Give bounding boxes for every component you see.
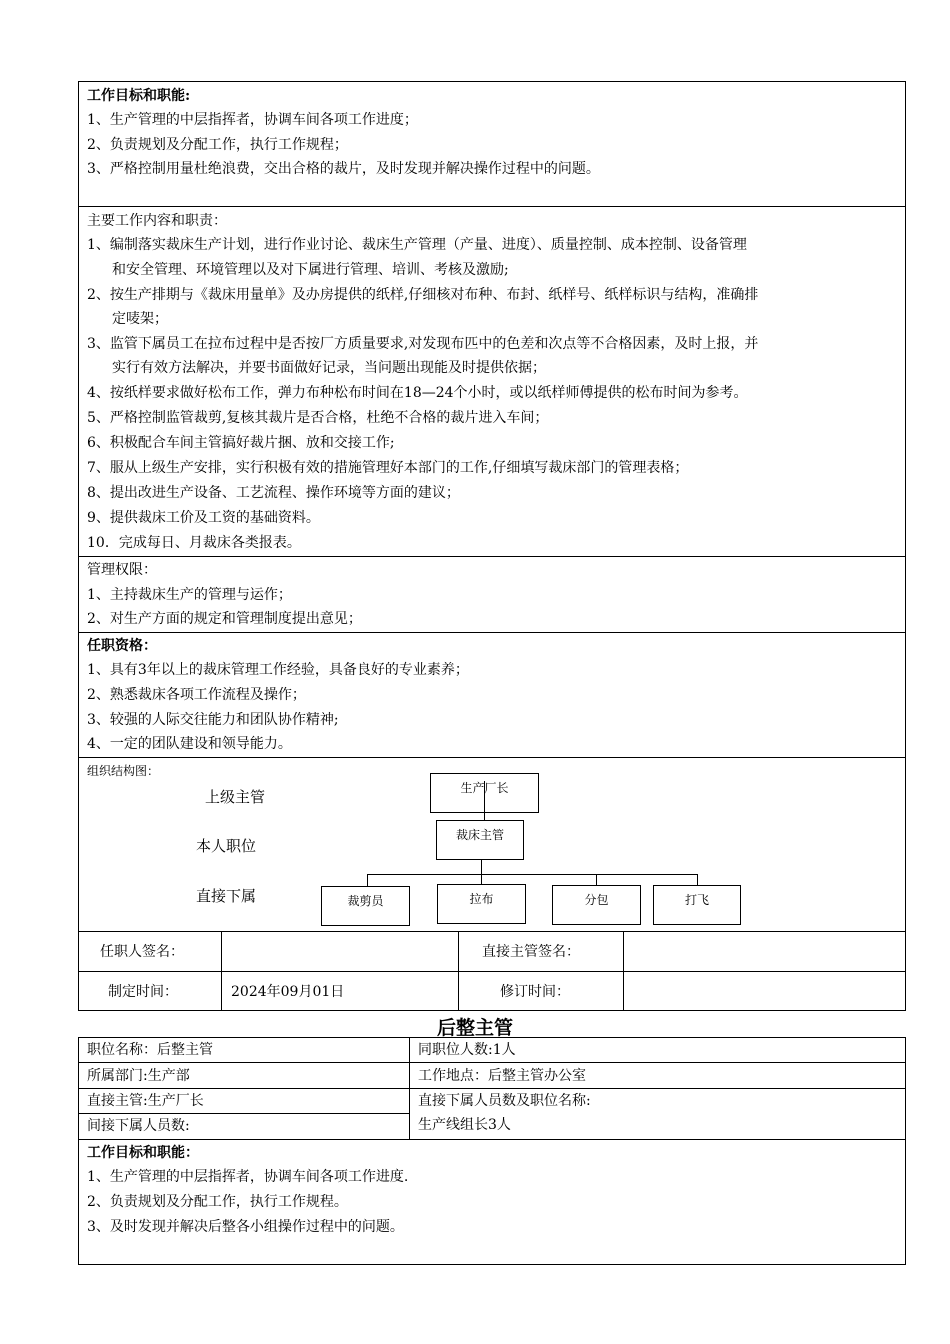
org-box-text: 分包 xyxy=(584,893,609,907)
direct-subordinates-value: 生产线组长3人 xyxy=(418,1117,511,1133)
divider xyxy=(78,206,906,207)
goal-item: 2、负责规划及分配工作，执行工作规程。 xyxy=(87,1194,348,1210)
duty-line: 2、按生产排期与《裁床用量单》及办房提供的纸样,仔细核对布种、布封、纸样号、纸样标识与结构，准确排 xyxy=(87,287,759,303)
duty-line: 实行有效方法解决，并要书面做好记录，当问题出现能及时提供依据； xyxy=(112,360,546,376)
org-box-text: 裁剪员 xyxy=(347,894,384,908)
duty-line: 6、积极配合车间主管搞好裁片捆、放和交接工作; xyxy=(87,435,395,451)
duty-line: 8、提出改进生产设备、工艺流程、操作环境等方面的建议； xyxy=(87,485,460,501)
divider xyxy=(78,757,906,758)
divider xyxy=(221,931,222,1011)
org-box-self xyxy=(436,820,524,860)
duty-line: 和安全管理、环境管理以及对下属进行管理、培训、考核及激励; xyxy=(112,262,509,278)
authority-item: 2、对生产方面的规定和管理制度提出意见； xyxy=(87,611,362,627)
org-box-text: 生产厂长 xyxy=(460,781,509,795)
divider xyxy=(78,931,906,932)
divider xyxy=(78,971,906,972)
qualification-item: 4、一定的团队建设和领导能力。 xyxy=(87,736,292,752)
duty-line: 9、提供裁床工价及工资的基础资料。 xyxy=(87,510,320,526)
indirect-subordinates: 间接下属人员数: xyxy=(87,1118,190,1134)
org-box-subordinate xyxy=(552,885,641,925)
page-title: 后整主管 xyxy=(436,1017,513,1039)
made-date-label: 制定时间： xyxy=(108,984,178,1000)
divider xyxy=(78,1139,906,1140)
goals-heading: 工作目标和职能： xyxy=(87,1145,199,1161)
department: 所属部门:生产部 xyxy=(87,1068,190,1084)
authority-heading: 管理权限： xyxy=(87,562,157,578)
org-label-subordinates: 直接下属 xyxy=(196,887,257,905)
supervisor-signature-label: 直接主管签名： xyxy=(482,944,580,960)
divider xyxy=(78,1113,409,1114)
holder-signature-label: 任职人签名： xyxy=(100,944,184,960)
divider xyxy=(78,556,906,557)
duty-line: 3、监管下属员工在拉布过程中是否按厂方质量要求,对发现布匹中的色差和次点等不合格因素，及时上报，并 xyxy=(87,336,759,352)
revised-date-label: 修订时间： xyxy=(500,984,570,1000)
authority-item: 1、主持裁床生产的管理与运作； xyxy=(87,587,292,603)
qualification-item: 3、较强的人际交往能力和团队协作精神; xyxy=(87,712,339,728)
duty-line: 定唛架； xyxy=(112,311,168,327)
org-box-subordinate xyxy=(437,884,526,924)
goals-heading: 工作目标和职能: xyxy=(87,88,191,104)
org-box-subordinate xyxy=(653,885,741,925)
org-box-subordinate xyxy=(321,886,410,926)
goal-item: 2、负责规划及分配工作，执行工作规程； xyxy=(87,137,348,153)
divider xyxy=(623,931,624,1011)
work-location: 工作地点：后整主管办公室 xyxy=(418,1068,586,1084)
qualification-item: 2、熟悉裁床各项工作流程及操作； xyxy=(87,687,306,703)
divider xyxy=(78,632,906,633)
org-connector xyxy=(367,874,368,886)
org-connector xyxy=(484,781,485,821)
duty-line: 1、编制落实裁床生产计划，进行作业讨论、裁床生产管理（产量、进度）、质量控制、成本控制、设备管理 xyxy=(87,237,747,253)
divider xyxy=(78,1088,906,1089)
duty-line: 10．完成每日、月裁床各类报表。 xyxy=(87,535,301,551)
direct-supervisor: 直接主管:生产厂长 xyxy=(87,1093,204,1109)
duty-line: 7、服从上级生产安排，实行积极有效的措施管理好本部门的工作,仔细填写裁床部门的管理表格； xyxy=(87,460,689,476)
org-label-self: 本人职位 xyxy=(196,837,257,855)
goal-item: 1、生产管理的中层指挥者，协调车间各项工作进度. xyxy=(87,1169,409,1185)
qualifications-heading: 任职资格： xyxy=(87,638,157,654)
direct-subordinates-label: 直接下属人员数及职位名称: xyxy=(418,1093,591,1109)
divider xyxy=(409,1037,410,1139)
duties-heading: 主要工作内容和职责： xyxy=(87,213,227,229)
org-box-text: 打飞 xyxy=(684,893,709,907)
qualification-item: 1、具有3年以上的裁床管理工作经验，具备良好的专业素养； xyxy=(87,662,469,678)
goal-item: 3、严格控制用量杜绝浪费，交出合格的裁片，及时发现并解决操作过程中的问题。 xyxy=(87,161,600,177)
org-connector xyxy=(481,860,482,874)
divider xyxy=(458,931,459,1011)
goal-item: 1、生产管理的中层指挥者，协调车间各项工作进度； xyxy=(87,112,418,128)
org-connector xyxy=(367,874,697,875)
duty-line: 4、按纸样要求做好松布工作，弹力布种松布时间在18—24个小时，或以纸样师傅提供的松布时间为参考。 xyxy=(87,385,748,401)
peer-count: 同职位人数:1人 xyxy=(418,1042,516,1058)
org-chart-title: 组织结构图： xyxy=(87,764,160,778)
goal-item: 3、及时发现并解决后整各小组操作过程中的问题。 xyxy=(87,1219,404,1235)
duty-line: 5、严格控制监管裁剪,复核其裁片是否合格，杜绝不合格的裁片进入车间； xyxy=(87,410,549,426)
org-box-text: 拉布 xyxy=(469,892,494,906)
divider xyxy=(78,1062,906,1063)
made-date-value: 2024年09月01日 xyxy=(231,984,345,1000)
org-box-text: 裁床主管 xyxy=(455,828,504,842)
org-label-superior: 上级主管 xyxy=(205,788,266,806)
position-name: 职位名称：后整主管 xyxy=(87,1042,213,1058)
